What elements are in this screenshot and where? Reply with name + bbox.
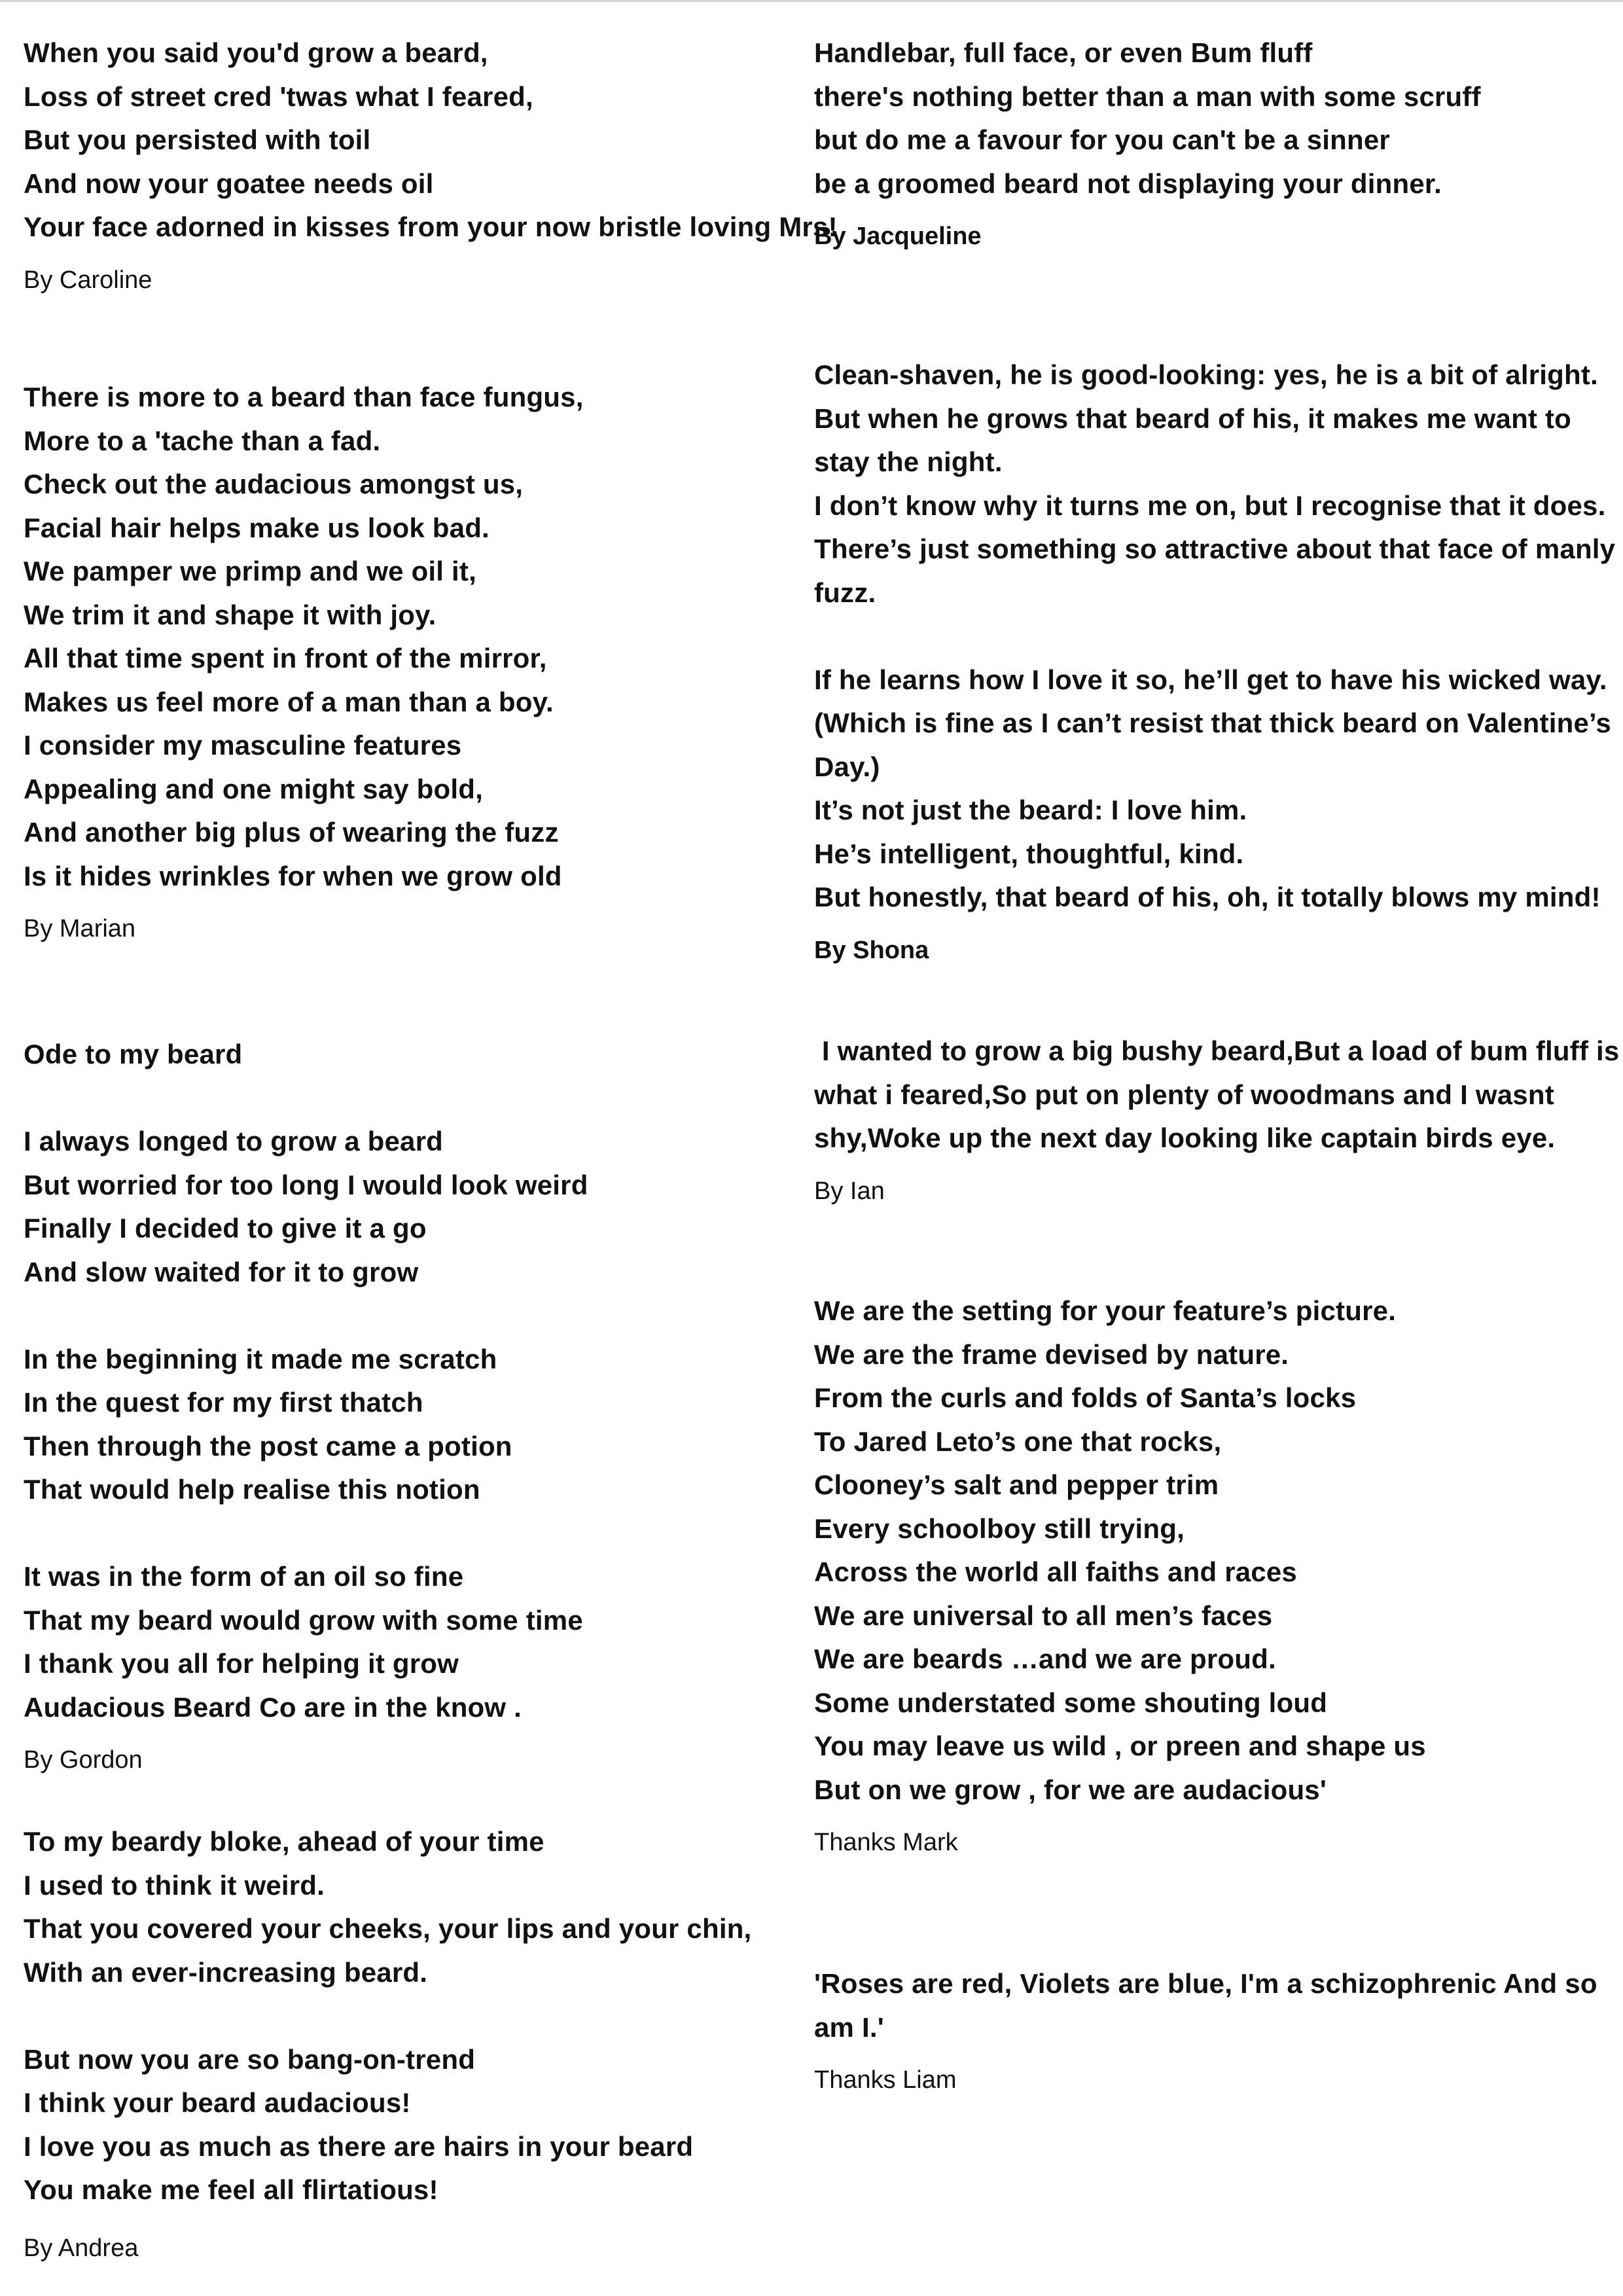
- poem-shona: [814, 353, 1616, 967]
- poem-gordon: [24, 1033, 796, 1776]
- poem-andrea: [24, 1820, 796, 2265]
- poem-line: And slow waited for it to grow: [24, 1256, 419, 1287]
- poem-line: That you covered your cheeks, your lips and your chin,: [24, 1913, 752, 1944]
- stanza-gap: [24, 1294, 796, 1338]
- poem-line: what i feared,So put on plenty of woodmans and I wasnt: [814, 1079, 1554, 1110]
- poem-credit: By Caroline: [24, 266, 152, 294]
- poem-line: I wanted to grow a big bushy beard,But a load of bum fluff is: [814, 1035, 1620, 1066]
- poem-line: I thank you all for helping it grow: [24, 1648, 459, 1679]
- poem-line: You may leave us wild , or preen and shape us: [814, 1731, 1426, 1761]
- poem-line: Some understated some shouting loud: [814, 1687, 1328, 1718]
- poem-line: We are the setting for your feature’s picture.: [814, 1295, 1397, 1326]
- poem-line: There is more to a beard than face fungus,: [24, 382, 584, 412]
- poem-line: To my beardy bloke, ahead of your time: [24, 1826, 544, 1857]
- poem-line: It was in the form of an oil so fine: [24, 1561, 464, 1592]
- poem-line: I used to think it weird.: [24, 1869, 325, 1901]
- poem-line: Makes us feel more of a man than a boy.: [24, 686, 554, 717]
- stanza-gap: [24, 1077, 796, 1121]
- poem-line: But on we grow , for we are audacious': [814, 1774, 1327, 1805]
- poem-line: But when he grows that beard of his, it makes me want to: [814, 403, 1572, 434]
- poem-line: In the quest for my first thatch: [24, 1387, 423, 1418]
- poem-line: Audacious Beard Co are in the know .: [24, 1691, 522, 1723]
- poem-line: fuzz.: [814, 577, 876, 608]
- poem-line: There’s just something so attractive about that face of manly: [814, 533, 1616, 564]
- poem-line: shy,Woke up the next day looking like captain birds eye.: [814, 1122, 1556, 1153]
- poem-line: Clooney’s salt and pepper trim: [814, 1469, 1219, 1500]
- poem-credit: By Ian: [814, 1177, 885, 1205]
- poem-line: We are universal to all men’s faces: [814, 1600, 1273, 1631]
- page-top-rule: [0, 0, 1623, 2]
- poem-line: Loss of street cred 'twas what I feared,: [24, 81, 533, 112]
- poem-line: I always longed to grow a beard: [24, 1126, 443, 1157]
- poem-line: We pamper we primp and we oil it,: [24, 556, 476, 586]
- poem-credit: By Andrea: [24, 2234, 139, 2262]
- poem-line: With an ever-increasing beard.: [24, 1956, 428, 1988]
- poem-line: We trim it and shape it with joy.: [24, 599, 437, 630]
- poem-line: To Jared Leto’s one that rocks,: [814, 1426, 1222, 1457]
- poem-line: It’s not just the beard: I love him.: [814, 795, 1247, 825]
- poem-caroline: [24, 31, 838, 296]
- poem-line: And another big plus of wearing the fuzz: [24, 817, 559, 848]
- poem-line: Clean-shaven, he is good-looking: yes, he is a bit of alright.: [814, 359, 1598, 390]
- poem-line: You make me feel all flirtatious!: [24, 2174, 438, 2205]
- poem-line: But honestly, that beard of his, oh, it totally blows my mind!: [814, 882, 1601, 912]
- poem-line: (Which is fine as I can’t resist that thick beard on Valentine’s: [814, 708, 1611, 738]
- poem-credit: By Shona: [814, 936, 929, 964]
- poem-line: Check out the audacious amongst us,: [24, 469, 524, 499]
- poem-credit: Thanks Mark: [814, 1829, 958, 1856]
- poem-line: Finally I decided to give it a go: [24, 1213, 427, 1244]
- poem-line: But now you are so bang-on-trend: [24, 2043, 476, 2075]
- poem-line: am I.': [814, 2011, 884, 2043]
- poem-mark: [814, 1289, 1599, 1859]
- poem-ian: [814, 1030, 1620, 1208]
- poem-line: That my beard would grow with some time: [24, 1604, 583, 1636]
- poem-line: But you persisted with toil: [24, 124, 371, 155]
- poem-line: Is it hides wrinkles for when we grow old: [24, 860, 562, 891]
- poem-line: In the beginning it made me scratch: [24, 1343, 497, 1374]
- poem-line: I don’t know why it turns me on, but I recognise that it does.: [814, 490, 1606, 521]
- stanza-gap: [24, 1512, 796, 1556]
- poem-line: And now your goatee needs oil: [24, 168, 434, 199]
- poem-liam: [814, 1962, 1599, 2096]
- poem-line: More to a 'tache than a fad.: [24, 425, 381, 456]
- poem-line: He’s intelligent, thoughtful, kind.: [814, 838, 1244, 869]
- poem-line: We are beards …and we are proud.: [814, 1643, 1276, 1674]
- poem-line: We are the frame devised by nature.: [814, 1338, 1289, 1370]
- stanza-gap: [814, 615, 1599, 658]
- poem-line: I consider my masculine features: [24, 730, 462, 761]
- poem-line: From the curls and folds of Santa’s locks: [814, 1382, 1357, 1413]
- poem-title: Ode to my beard: [24, 1039, 243, 1069]
- poem-line: stay the night.: [814, 446, 1003, 477]
- poem-marian: [24, 376, 796, 945]
- poem-line: 'Roses are red, Violets are blue, I'm a schizophrenic And so: [814, 1968, 1597, 1999]
- poem-line: Handlebar, full face, or even Bum fluff: [814, 37, 1313, 68]
- poem-line: But worried for too long I would look weird: [24, 1169, 588, 1200]
- poem-credit: Thanks Liam: [814, 2066, 957, 2094]
- poem-line: Day.): [814, 751, 880, 782]
- poem-jacqueline: [814, 31, 1599, 253]
- poem-line: Every schoolboy still trying,: [814, 1513, 1185, 1544]
- poem-line: there's nothing better than a man with some scruff: [814, 81, 1481, 112]
- poem-line: Facial hair helps make us look bad.: [24, 512, 490, 543]
- stanza-gap: [24, 1994, 796, 2038]
- poem-line: I think your beard audacious!: [24, 2087, 411, 2118]
- poem-line: Appealing and one might say bold,: [24, 773, 483, 804]
- poem-line: If he learns how I love it so, he’ll get to have his wicked way.: [814, 664, 1607, 695]
- poem-line: be a groomed beard not displaying your dinner.: [814, 168, 1442, 199]
- poem-line: I love you as much as there are hairs in your beard: [24, 2130, 694, 2162]
- poem-credit: By Marian: [24, 915, 136, 942]
- poem-line: Then through the post came a potion: [24, 1430, 512, 1462]
- poem-credit: By Gordon: [24, 1746, 143, 1774]
- poem-credit: By Jacqueline: [814, 223, 982, 250]
- poem-line: When you said you'd grow a beard,: [24, 37, 488, 68]
- poem-line: All that time spent in front of the mirror,: [24, 643, 547, 673]
- poem-line: Across the world all faiths and races: [814, 1556, 1297, 1587]
- poem-line: That would help realise this notion: [24, 1474, 480, 1505]
- poem-line: but do me a favour for you can't be a sinner: [814, 124, 1390, 155]
- poem-line: Your face adorned in kisses from your now bristle loving Mrs!: [24, 211, 838, 242]
